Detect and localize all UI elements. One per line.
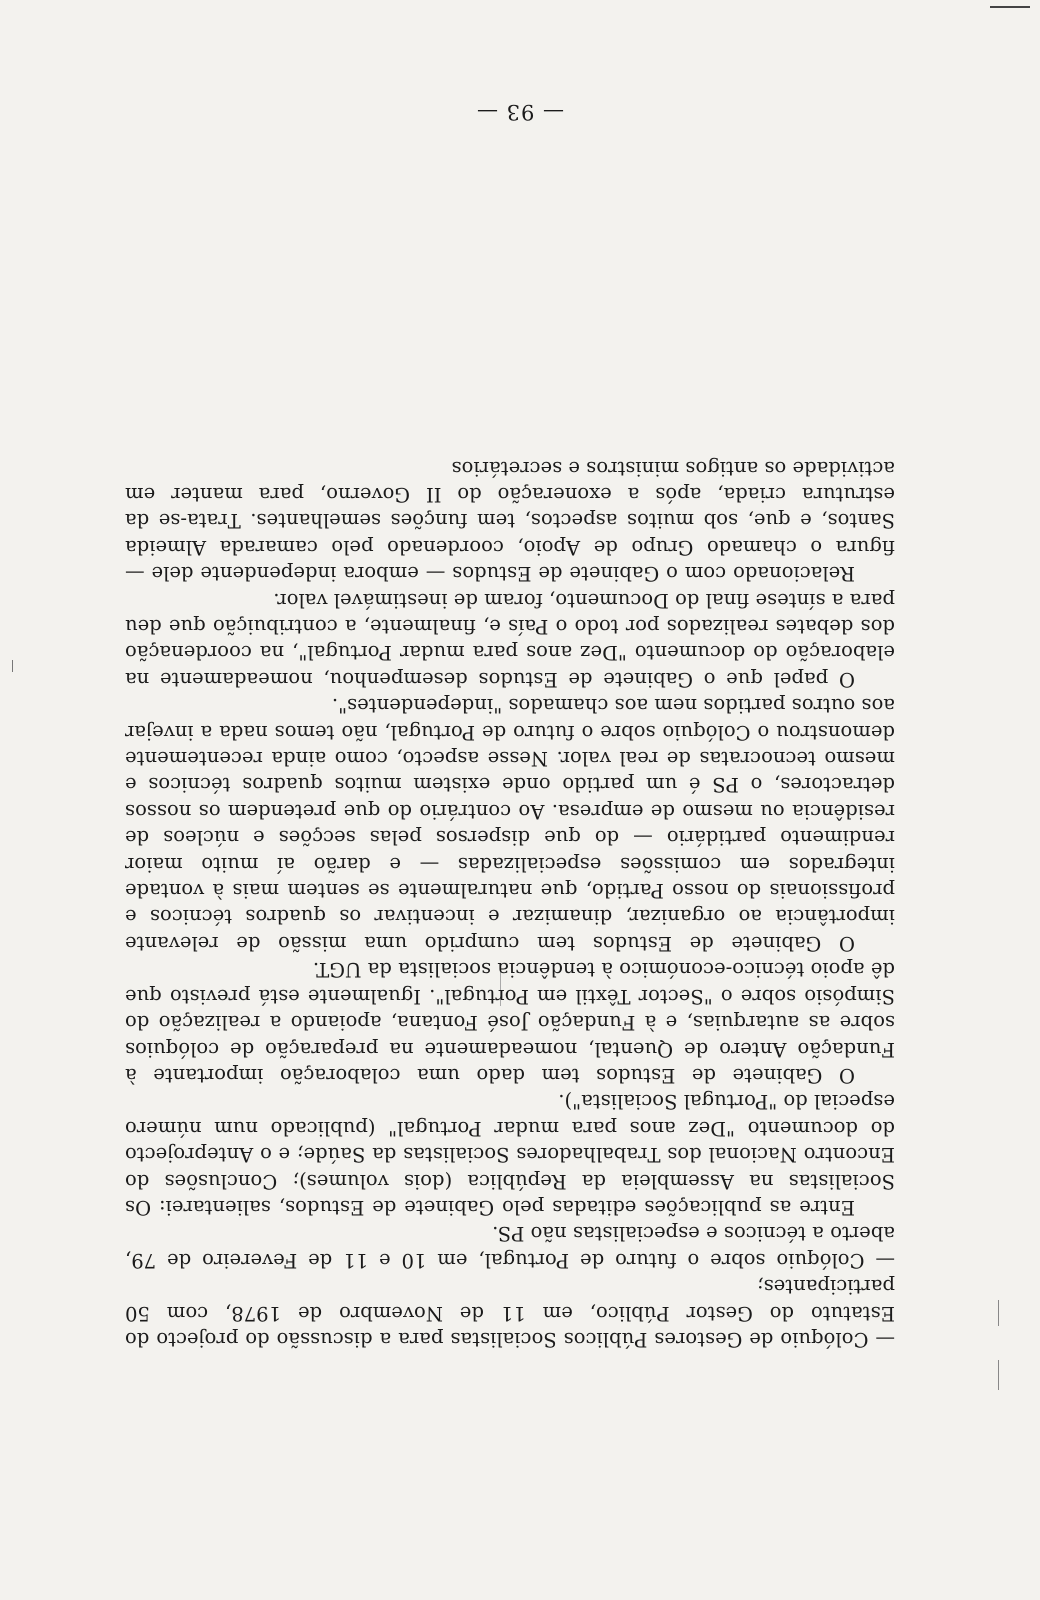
paragraph: — Colóquio de Gestores Públicos Socialistas para a discussão do projecto do Estatuto do Gestor Público, em 11 de Novembro de 1978, com 50 participantes; <box>125 1275 895 1351</box>
paragraph: Relacionado com o Gabinete de Estudos — embora independente dele — figura o chamado Grupo de Apoio, coordenado pelo camarada Almeida Santos, e que, sob muitos aspectos, tem funções semelhantes. Trata-se da estrutura criada, após a exoneração do II Governo, para manter em actividade os antigos ministros e secretários <box>125 456 895 586</box>
paragraph: Entre as publicações editadas pelo Gabinete de Estudos, salientarei: Os Socialistas na Assembleia da República (dois volumes); Conclusões do Encontro Nacional dos Trabalhadores Socialistas da Saúde; e o Anteprojecto do documento "Dez anos para mudar Portugal" (publicado num número especial do "Portugal Socialista"). <box>125 1090 895 1219</box>
paragraph: O papel que o Gabinete de Estudos desempenhou, nomeadamente na elaboração do documento "Dez anos para mudar Portugal", na coordenação dos debates realizados por todo o País e, finalmente, a contribuição que deu para a síntese final do Documento, foram de inestimável valor. <box>125 588 895 691</box>
page-number: — 93 — <box>475 100 565 124</box>
paragraph: — Colóquio sobre o futuro de Portugal, em 10 e 11 de Fevereiro de 79, aberto a técnicos e especialistas não PS. <box>125 1222 895 1272</box>
body-text <box>125 454 895 1352</box>
paragraph: O Gabinete de Estudos tem cumprido uma missão de relevante importância ao organizar, dinamizar e incentivar os quadros técnicos e profissionais do nosso Partido, que naturalmente se sentem mais à vontade integrados em comissões especializadas — e darão aí muito maior rendimento partidário — do que dispersos pelas secções e núcleos de residência ou mesmo de empresa. Ao contrário do que pretendem os nossos detractores, o PS é um partido onde existem muitos quadros técnicos e mesmo tecnocratas de real valor. Nesse aspecto, como ainda recentemente demonstrou o Colóquio sobre o futuro de Portugal, não temos nada a invejar aos outros partidos nem aos chamados "independentes". <box>125 694 895 955</box>
paragraph: O Gabinete de Estudos tem dado uma colaboração importante à Fundação Antero de Quental, nomeadamente na preparação de colóquios sobre as autarquias, e à Fundação José Fontana, apoiando a realização do Simpósio sobre o "Sector Têxtil em Portugal". Igualmente está previsto que dê apoio técnico-económico à tendência socialista da UGT. <box>125 958 895 1087</box>
